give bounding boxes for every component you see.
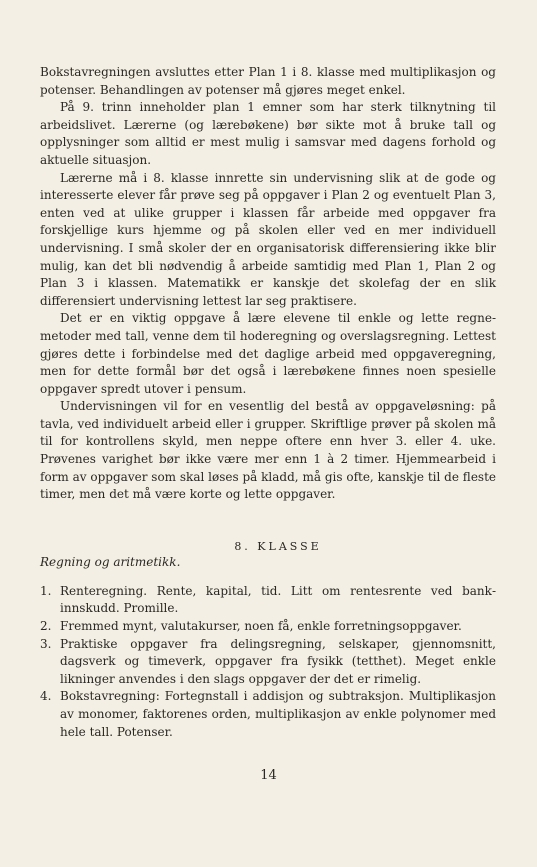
list-item xyxy=(40,583,496,618)
list-item-number: 3. xyxy=(40,636,52,651)
list-item-number: 2. xyxy=(40,619,52,634)
paragraph-1: Bokstavregningen avsluttes etter Plan 1 i 8. klasse med multiplikasjon og potenser. Behandlingen av potenser må gjøres meget enkel. xyxy=(40,65,496,97)
list-item-text: Fremmed mynt, valutakurser, noen få, enkle forretningsoppgaver. xyxy=(60,619,462,634)
list-item-number: 4. xyxy=(40,689,52,704)
section-subheading: Regning og aritmetikk. xyxy=(40,554,181,569)
topic-list xyxy=(40,583,496,741)
paragraph-2: På 9. trinn inneholder plan 1 emner som har sterk tilknytning til arbeidslivet. Lærerne (og lærebøkene) bør sikte mot å bruke tall og opplysninger som alltid er mest mulig i samsvar med dagens forhold og aktuelle situasjon. xyxy=(40,100,496,167)
list-item-text: Praktiske oppgaver fra delingsregning, selskaper, gjennomsnitt, dagsverk og timeverk, oppgaver fra fysikk (tetthet). Meget enkle likninger anvendes i den slags oppgaver der det er rimelig. xyxy=(60,636,496,686)
list-item-text: Bokstavregning: Fortegnstall i addisjon og subtraksjon. Multiplikasjon av monomer, faktorenes orden, multiplikasjon av enkle polynomer med hele tall. Potenser. xyxy=(60,689,496,739)
paragraph-5: Undervisningen vil for en vesentlig del bestå av oppgaveløsning: på tavla, ved individuelt arbeid eller i grupper. Skriftlige prøver på skolen må til for kontrollens skyld, men neppe oftere enn hver 3. eller 4. uke. Prøvenes varighet bør ikke være mer enn 1 à 2 timer. Hjemmearbeid i form av oppgaver som skal løses på kladd, må gis ofte, kanskje til de fleste timer, men det må være korte og lette oppgaver. xyxy=(40,399,496,502)
list-item xyxy=(40,688,496,741)
page-number: 14 xyxy=(260,768,277,783)
section-heading: 8. KLASSE xyxy=(234,539,322,553)
list-item xyxy=(40,618,496,636)
paragraph-3: Lærerne må i 8. klasse innrette sin undervisning slik at de gode og interesserte elever får prøve seg på oppgaver i Plan 2 og eventuelt Plan 3, enten ved at ulike grupper i klassen får arbeide med oppgaver fra forskjellige kurs hjemme og på skolen eller ved en mer individuell undervisning. I små skoler der en organisatorisk differensiering ikke blir mulig, kan det bli nødvendig å arbeide samtidig med Plan 1, Plan 2 og Plan 3 i klassen. Matematikk er kanskje det skolefag der en slik differensiert undervisning lettest lar seg praktisere. xyxy=(40,170,496,308)
paragraph-4: Det er en viktig oppgave å lære elevene til enkle og lette regnemetoder med tall, venne dem til hoderegning og overslagsregning. Lettest gjøres dette i forbindelse med det daglige arbeid med oppgaveregning, men for dette formål bør det også i lærebøkene finnes noen spesielle oppgaver spredt utover i pensum. xyxy=(40,311,496,396)
list-item-text: Renteregning. Rente, kapital, tid. Litt om rentesrente ved bankinnskudd. Promille. xyxy=(60,583,496,616)
page-content xyxy=(40,64,496,741)
list-item-number: 1. xyxy=(40,583,52,598)
list-item xyxy=(40,636,496,689)
